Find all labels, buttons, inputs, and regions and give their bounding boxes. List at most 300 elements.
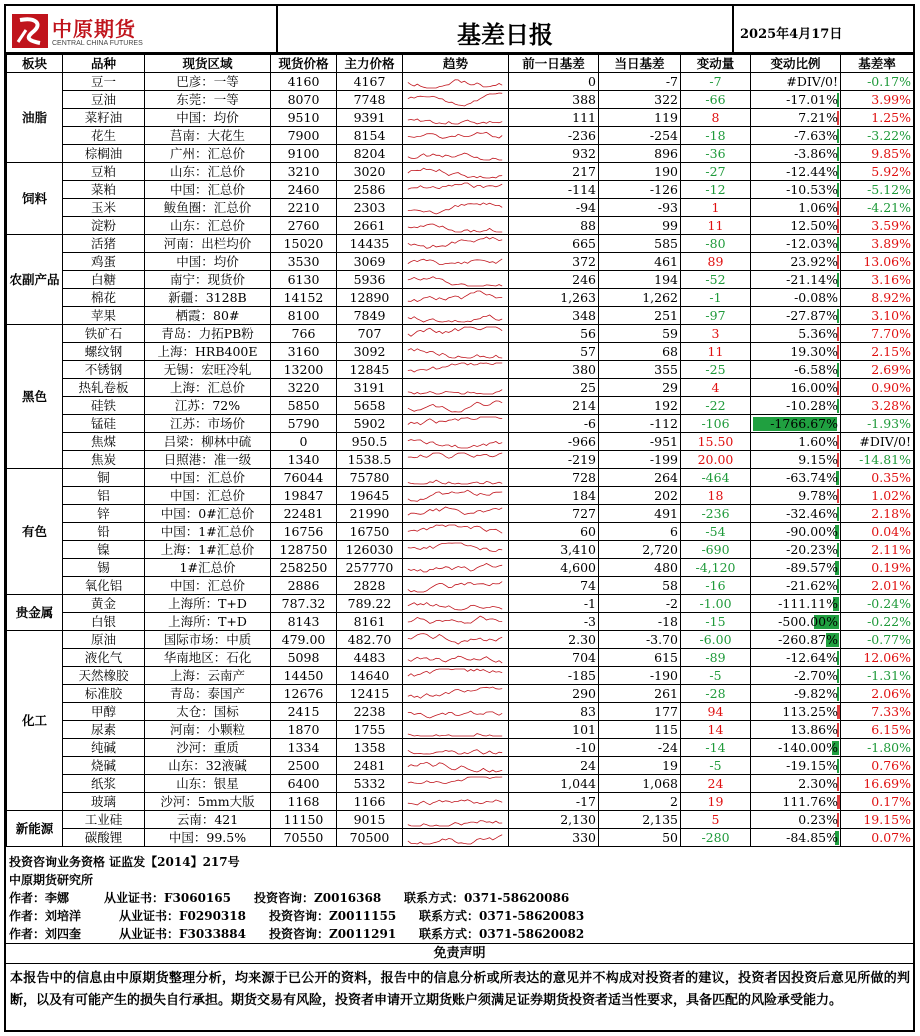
- main-price-cell: 2238: [337, 703, 403, 721]
- basis-rate-cell: 2.06%: [841, 685, 914, 703]
- prev-basis-cell: 214: [509, 397, 599, 415]
- trend-sparkline: [405, 667, 506, 684]
- change-amount-cell: -36: [681, 145, 751, 163]
- sector-cell: 油脂: [7, 73, 63, 163]
- trend-cell: [403, 127, 509, 145]
- region-cell: 中国：汇总价: [145, 181, 271, 199]
- spot-price-cell: 11150: [271, 811, 337, 829]
- change-ratio-value: 1.60%: [798, 433, 838, 449]
- change-ratio-value: -63.74%: [786, 469, 838, 485]
- table-row: [7, 127, 914, 145]
- spot-price-cell: 5850: [271, 397, 337, 415]
- spot-price-cell: 9100: [271, 145, 337, 163]
- disclaimer-title: 免责声明: [6, 943, 913, 964]
- table-row: [7, 505, 914, 523]
- curr-basis-cell: 1,068: [599, 775, 681, 793]
- spot-price-cell: 3210: [271, 163, 337, 181]
- product-cell: 烧碱: [63, 757, 145, 775]
- spot-price-cell: 1334: [271, 739, 337, 757]
- trend-sparkline: [405, 523, 506, 540]
- trend-cell: [403, 469, 509, 487]
- main-price-cell: 2303: [337, 199, 403, 217]
- region-cell: 广州：汇总价: [145, 145, 271, 163]
- product-cell: 锰硅: [63, 415, 145, 433]
- region-cell: 上海所：T+D: [145, 613, 271, 631]
- trend-sparkline: [405, 649, 506, 666]
- main-price-cell: 1358: [337, 739, 403, 757]
- basis-rate-cell: 19.15%: [841, 811, 914, 829]
- prev-basis-cell: 2.30: [509, 631, 599, 649]
- trend-cell: [403, 739, 509, 757]
- curr-basis-cell: -7: [599, 73, 681, 91]
- main-price-cell: 14640: [337, 667, 403, 685]
- product-cell: 天然橡胶: [63, 667, 145, 685]
- product-cell: 硅铁: [63, 397, 145, 415]
- main-price-cell: 75780: [337, 469, 403, 487]
- basis-rate-cell: 2.69%: [841, 361, 914, 379]
- basis-rate-cell: -14.81%: [841, 451, 914, 469]
- region-cell: 中国：0#汇总价: [145, 505, 271, 523]
- region-cell: 太仓：国标: [145, 703, 271, 721]
- trend-sparkline: [405, 793, 506, 810]
- change-amount-cell: -690: [681, 541, 751, 559]
- table-row: [7, 361, 914, 379]
- table-row: [7, 145, 914, 163]
- region-cell: 鲅鱼圈：汇总价: [145, 199, 271, 217]
- prev-basis-cell: -1: [509, 595, 599, 613]
- column-header: 趋势: [403, 55, 509, 73]
- change-ratio-cell: [751, 145, 841, 163]
- trend-cell: [403, 829, 509, 847]
- trend-sparkline: [405, 559, 506, 576]
- trend-cell: [403, 289, 509, 307]
- product-cell: 淀粉: [63, 217, 145, 235]
- column-header: 基差率: [841, 55, 914, 73]
- prev-basis-cell: 388: [509, 91, 599, 109]
- basis-rate-cell: 0.90%: [841, 379, 914, 397]
- curr-basis-cell: 461: [599, 253, 681, 271]
- curr-basis-cell: 615: [599, 649, 681, 667]
- trend-cell: [403, 523, 509, 541]
- change-ratio-value: -7.63%: [794, 127, 838, 143]
- author-cert: 从业证书：F3033884: [119, 927, 246, 941]
- spot-price-cell: 2886: [271, 577, 337, 595]
- prev-basis-cell: 246: [509, 271, 599, 289]
- trend-sparkline: [405, 73, 506, 90]
- basis-rate-cell: -4.21%: [841, 199, 914, 217]
- curr-basis-cell: 202: [599, 487, 681, 505]
- prev-basis-cell: 74: [509, 577, 599, 595]
- region-cell: 中国：汇总价: [145, 487, 271, 505]
- report-page: [4, 4, 915, 1032]
- table-header-row: [7, 55, 914, 73]
- author-contact: 联系方式：0371-58620086: [404, 891, 570, 905]
- change-ratio-value: -21.62%: [786, 577, 838, 593]
- change-ratio-value: -1766.67%: [770, 415, 838, 431]
- basis-rate-cell: 0.17%: [841, 793, 914, 811]
- change-amount-cell: 11: [681, 217, 751, 235]
- region-cell: 中国：均价: [145, 109, 271, 127]
- trend-sparkline: [405, 739, 506, 756]
- product-cell: 菜粕: [63, 181, 145, 199]
- curr-basis-cell: 119: [599, 109, 681, 127]
- column-header: 品种: [63, 55, 145, 73]
- curr-basis-cell: 50: [599, 829, 681, 847]
- disclaimer-text: 本报告中的信息由中原期货整理分析，均来源于已公开的资料，报告中的信息分析或所表达的意见并不构成对投资者的建议，投资者因投资后意见所做的判断，以及有可能产生的损失自行承担。期货交易有风险，投资者申请开立期货账户须满足证券期货投资者适当性要求，具备匹配的风险承受能力。: [10, 971, 910, 1008]
- region-cell: 山东：银星: [145, 775, 271, 793]
- basis-rate-cell: -1.31%: [841, 667, 914, 685]
- change-ratio-cell: [751, 433, 841, 451]
- product-cell: 黄金: [63, 595, 145, 613]
- change-amount-cell: -1.00: [681, 595, 751, 613]
- trend-cell: [403, 379, 509, 397]
- table-row: [7, 91, 914, 109]
- change-ratio-value: 1.06%: [798, 199, 838, 215]
- trend-cell: [403, 415, 509, 433]
- region-cell: 吕梁：柳林中硫: [145, 433, 271, 451]
- trend-cell: [403, 397, 509, 415]
- sector-cell: 新能源: [7, 811, 63, 847]
- table-row: [7, 559, 914, 577]
- change-ratio-value: -6.58%: [794, 361, 838, 377]
- change-amount-cell: -464: [681, 469, 751, 487]
- change-ratio-value: 111.76%: [782, 793, 838, 809]
- basis-rate-cell: -1.93%: [841, 415, 914, 433]
- product-cell: 镍: [63, 541, 145, 559]
- spot-price-cell: 14152: [271, 289, 337, 307]
- spot-price-cell: 1340: [271, 451, 337, 469]
- spot-price-cell: 479.00: [271, 631, 337, 649]
- table-row: [7, 325, 914, 343]
- region-cell: 华南地区：石化: [145, 649, 271, 667]
- trend-cell: [403, 217, 509, 235]
- main-price-cell: 5936: [337, 271, 403, 289]
- curr-basis-cell: 6: [599, 523, 681, 541]
- trend-sparkline: [405, 181, 506, 198]
- change-amount-cell: -22: [681, 397, 751, 415]
- curr-basis-cell: 322: [599, 91, 681, 109]
- prev-basis-cell: 111: [509, 109, 599, 127]
- table-row: [7, 595, 914, 613]
- trend-cell: [403, 775, 509, 793]
- main-price-cell: 7748: [337, 91, 403, 109]
- change-ratio-cell: [751, 757, 841, 775]
- trend-cell: [403, 721, 509, 739]
- product-cell: 豆一: [63, 73, 145, 91]
- change-ratio-cell: [751, 397, 841, 415]
- trend-cell: [403, 703, 509, 721]
- trend-sparkline: [405, 631, 506, 648]
- change-ratio-cell: [751, 235, 841, 253]
- change-amount-cell: -5: [681, 667, 751, 685]
- spot-price-cell: 5790: [271, 415, 337, 433]
- main-price-cell: 3069: [337, 253, 403, 271]
- table-row: [7, 109, 914, 127]
- spot-price-cell: 76044: [271, 469, 337, 487]
- spot-price-cell: 787.32: [271, 595, 337, 613]
- curr-basis-cell: 251: [599, 307, 681, 325]
- change-amount-cell: -27: [681, 163, 751, 181]
- prev-basis-cell: 0: [509, 73, 599, 91]
- region-cell: 新疆：3128B: [145, 289, 271, 307]
- spot-price-cell: 8143: [271, 613, 337, 631]
- product-cell: 鸡蛋: [63, 253, 145, 271]
- change-amount-cell: -4,120: [681, 559, 751, 577]
- change-ratio-cell: [751, 73, 841, 91]
- change-ratio-value: 7.21%: [798, 109, 838, 125]
- region-cell: 上海：HRB400E: [145, 343, 271, 361]
- trend-cell: [403, 613, 509, 631]
- change-amount-cell: -18: [681, 127, 751, 145]
- region-cell: 莒南：大花生: [145, 127, 271, 145]
- trend-cell: [403, 181, 509, 199]
- spot-price-cell: 19847: [271, 487, 337, 505]
- basis-rate-cell: 6.15%: [841, 721, 914, 739]
- region-cell: 沙河：5mm大版: [145, 793, 271, 811]
- column-header: 现货区域: [145, 55, 271, 73]
- change-amount-cell: -7: [681, 73, 751, 91]
- basis-rate-cell: -0.17%: [841, 73, 914, 91]
- spot-price-cell: 16756: [271, 523, 337, 541]
- curr-basis-cell: 264: [599, 469, 681, 487]
- change-ratio-cell: [751, 379, 841, 397]
- trend-cell: [403, 325, 509, 343]
- product-cell: 热轧卷板: [63, 379, 145, 397]
- curr-basis-cell: 59: [599, 325, 681, 343]
- trend-sparkline: [405, 415, 506, 432]
- prev-basis-cell: -3: [509, 613, 599, 631]
- prev-basis-cell: 1,263: [509, 289, 599, 307]
- change-amount-cell: 24: [681, 775, 751, 793]
- change-ratio-value: -17.01%: [786, 91, 838, 107]
- table-row: [7, 433, 914, 451]
- trend-sparkline: [405, 451, 506, 468]
- change-amount-cell: -16: [681, 577, 751, 595]
- trend-sparkline: [405, 811, 506, 828]
- prev-basis-cell: 60: [509, 523, 599, 541]
- spot-price-cell: 8100: [271, 307, 337, 325]
- product-cell: 铁矿石: [63, 325, 145, 343]
- prev-basis-cell: -10: [509, 739, 599, 757]
- change-amount-cell: -89: [681, 649, 751, 667]
- change-ratio-value: -111.11%: [778, 595, 838, 611]
- basis-rate-cell: 2.01%: [841, 577, 914, 595]
- trend-cell: [403, 361, 509, 379]
- trend-sparkline: [405, 91, 506, 108]
- change-amount-cell: 14: [681, 721, 751, 739]
- basis-rate-cell: 2.15%: [841, 343, 914, 361]
- change-ratio-cell: [751, 271, 841, 289]
- curr-basis-cell: 491: [599, 505, 681, 523]
- prev-basis-cell: 56: [509, 325, 599, 343]
- table-row: [7, 469, 914, 487]
- change-ratio-value: 23.92%: [790, 253, 838, 269]
- change-amount-cell: -280: [681, 829, 751, 847]
- change-ratio-value: 12.50%: [790, 217, 838, 233]
- change-ratio-cell: [751, 829, 841, 847]
- trend-sparkline: [405, 307, 506, 324]
- trend-sparkline: [405, 217, 506, 234]
- prev-basis-cell: -17: [509, 793, 599, 811]
- author-cert: 从业证书：F3060165: [104, 891, 231, 905]
- spot-price-cell: 766: [271, 325, 337, 343]
- change-amount-cell: 3: [681, 325, 751, 343]
- basis-rate-cell: 0.35%: [841, 469, 914, 487]
- trend-sparkline: [405, 595, 506, 612]
- trend-cell: [403, 595, 509, 613]
- change-amount-cell: -66: [681, 91, 751, 109]
- table-row: [7, 739, 914, 757]
- change-amount-cell: 5: [681, 811, 751, 829]
- change-ratio-value: 0.23%: [798, 811, 838, 827]
- author-advice: 投资咨询：Z0011291: [269, 927, 397, 941]
- change-ratio-value: -84.85%: [786, 829, 838, 845]
- region-cell: 青岛：泰国产: [145, 685, 271, 703]
- prev-basis-cell: 330: [509, 829, 599, 847]
- basis-rate-cell: -0.77%: [841, 631, 914, 649]
- trend-sparkline: [405, 379, 506, 396]
- sector-cell: 农副产品: [7, 235, 63, 325]
- qualification-line: 投资咨询业务资格 证监发【2014】217号: [9, 855, 240, 869]
- prev-basis-cell: -6: [509, 415, 599, 433]
- trend-cell: [403, 109, 509, 127]
- curr-basis-cell: 194: [599, 271, 681, 289]
- region-cell: 东莞：一等: [145, 91, 271, 109]
- change-ratio-cell: [751, 721, 841, 739]
- spot-price-cell: 70550: [271, 829, 337, 847]
- basis-rate-cell: -3.22%: [841, 127, 914, 145]
- curr-basis-cell: -24: [599, 739, 681, 757]
- author-label: 作者：刘培洋: [9, 909, 82, 923]
- product-cell: 铜: [63, 469, 145, 487]
- trend-sparkline: [405, 109, 506, 126]
- main-price-cell: 7849: [337, 307, 403, 325]
- spot-price-cell: 9510: [271, 109, 337, 127]
- region-cell: 山东：汇总价: [145, 163, 271, 181]
- trend-cell: [403, 487, 509, 505]
- main-price-cell: 5658: [337, 397, 403, 415]
- table-row: [7, 451, 914, 469]
- prev-basis-cell: -236: [509, 127, 599, 145]
- trend-cell: [403, 541, 509, 559]
- change-ratio-value: -140.00%: [778, 739, 838, 755]
- change-amount-cell: -5: [681, 757, 751, 775]
- trend-sparkline: [405, 505, 506, 522]
- trend-sparkline: [405, 271, 506, 288]
- spot-price-cell: 14450: [271, 667, 337, 685]
- column-header: 变动量: [681, 55, 751, 73]
- spot-price-cell: 7900: [271, 127, 337, 145]
- trend-cell: [403, 433, 509, 451]
- main-price-cell: 8154: [337, 127, 403, 145]
- curr-basis-cell: 190: [599, 163, 681, 181]
- change-amount-cell: 18: [681, 487, 751, 505]
- change-ratio-cell: [751, 649, 841, 667]
- region-cell: 中国：1#汇总价: [145, 523, 271, 541]
- basis-rate-cell: 3.59%: [841, 217, 914, 235]
- main-price-cell: 257770: [337, 559, 403, 577]
- change-ratio-value: -89.57%: [786, 559, 838, 575]
- trend-cell: [403, 145, 509, 163]
- change-amount-cell: -6.00: [681, 631, 751, 649]
- trend-cell: [403, 91, 509, 109]
- author-contact: 联系方式：0371-58620082: [419, 927, 585, 941]
- column-header: 现货价格: [271, 55, 337, 73]
- change-amount-cell: -80: [681, 235, 751, 253]
- prev-basis-cell: 25: [509, 379, 599, 397]
- change-ratio-value: -3.86%: [794, 145, 838, 161]
- trend-sparkline: [405, 757, 506, 774]
- product-cell: 纸浆: [63, 775, 145, 793]
- table-row: [7, 613, 914, 631]
- report-date: 2025年4月17日: [740, 27, 843, 42]
- main-price-cell: 3020: [337, 163, 403, 181]
- logo-mark-icon: [12, 14, 48, 48]
- change-ratio-cell: [751, 559, 841, 577]
- change-amount-cell: -97: [681, 307, 751, 325]
- table-row: [7, 685, 914, 703]
- prev-basis-cell: 88: [509, 217, 599, 235]
- change-ratio-value: 5.36%: [798, 325, 838, 341]
- region-cell: 日照港：准一级: [145, 451, 271, 469]
- trend-cell: [403, 235, 509, 253]
- basis-rate-cell: 16.69%: [841, 775, 914, 793]
- trend-sparkline: [405, 199, 506, 216]
- table-row: [7, 541, 914, 559]
- curr-basis-cell: 19: [599, 757, 681, 775]
- trend-sparkline: [405, 397, 506, 414]
- main-price-cell: 8204: [337, 145, 403, 163]
- curr-basis-cell: -112: [599, 415, 681, 433]
- product-cell: 螺纹钢: [63, 343, 145, 361]
- logo-english-name: CENTRAL CHINA FUTURES: [52, 40, 143, 47]
- curr-basis-cell: 2,720: [599, 541, 681, 559]
- main-price-cell: 2828: [337, 577, 403, 595]
- trend-sparkline: [405, 163, 506, 180]
- basis-rate-cell: 0.07%: [841, 829, 914, 847]
- table-row: [7, 289, 914, 307]
- main-price-cell: 19645: [337, 487, 403, 505]
- prev-basis-cell: 217: [509, 163, 599, 181]
- report-title: 基差日报: [457, 20, 553, 49]
- spot-price-cell: 8070: [271, 91, 337, 109]
- change-amount-cell: -1: [681, 289, 751, 307]
- table-row: [7, 793, 914, 811]
- product-cell: 甲醇: [63, 703, 145, 721]
- main-price-cell: 482.70: [337, 631, 403, 649]
- change-ratio-cell: [751, 613, 841, 631]
- basis-rate-cell: 3.89%: [841, 235, 914, 253]
- change-ratio-value: -19.15%: [786, 757, 838, 773]
- table-row: [7, 775, 914, 793]
- prev-basis-cell: -94: [509, 199, 599, 217]
- change-ratio-cell: [751, 703, 841, 721]
- basis-rate-cell: 3.16%: [841, 271, 914, 289]
- trend-cell: [403, 577, 509, 595]
- curr-basis-cell: -254: [599, 127, 681, 145]
- trend-sparkline: [405, 235, 506, 252]
- trend-cell: [403, 505, 509, 523]
- basis-rate-cell: #DIV/0!: [841, 433, 914, 451]
- change-ratio-cell: [751, 217, 841, 235]
- main-price-cell: 2586: [337, 181, 403, 199]
- prev-basis-cell: -114: [509, 181, 599, 199]
- spot-price-cell: 13200: [271, 361, 337, 379]
- change-amount-cell: -14: [681, 739, 751, 757]
- trend-sparkline: [405, 253, 506, 270]
- curr-basis-cell: 261: [599, 685, 681, 703]
- prev-basis-cell: 57: [509, 343, 599, 361]
